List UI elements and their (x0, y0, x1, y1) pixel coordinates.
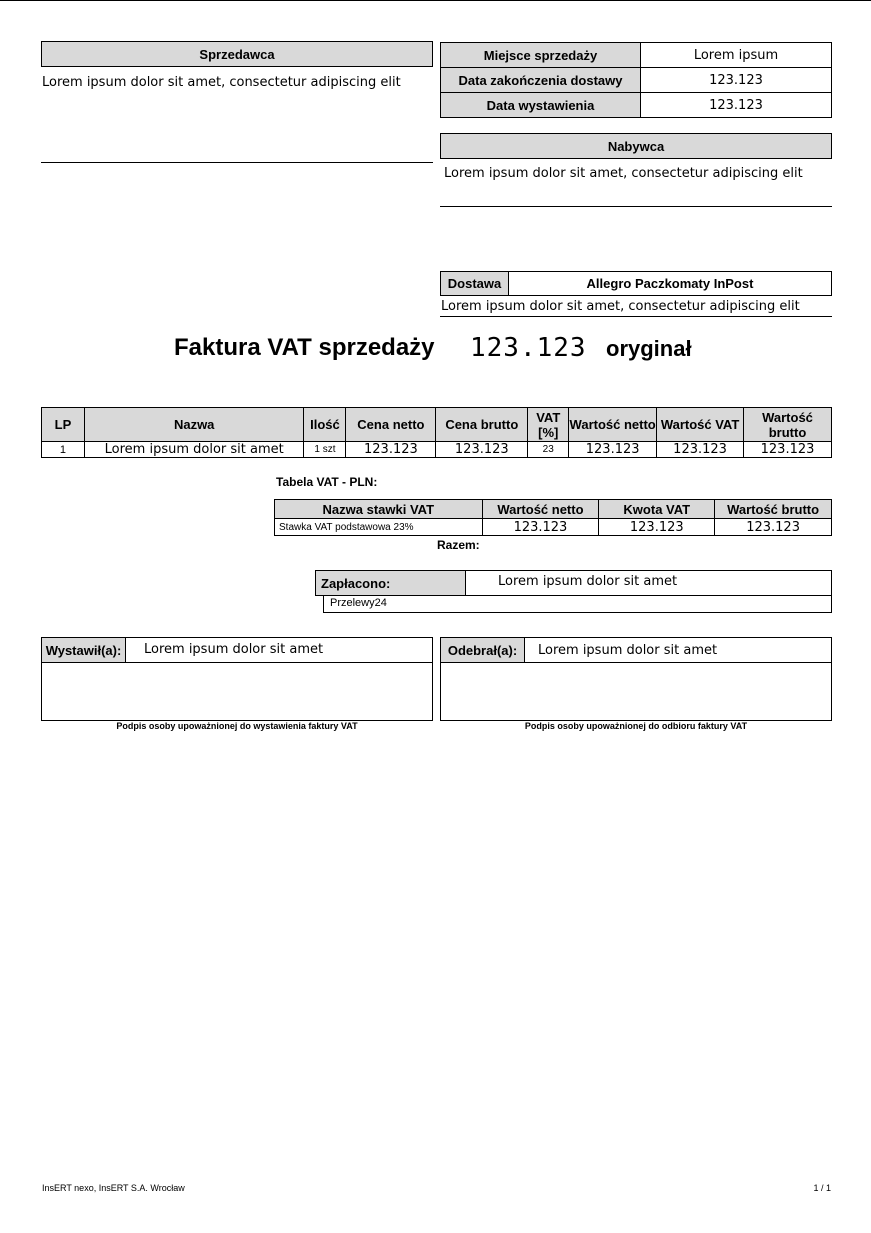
meta-label-issue-date: Data wystawienia (440, 92, 641, 118)
received-divider (440, 662, 832, 663)
page-number: 1 / 1 (813, 1183, 831, 1193)
seller-divider (41, 162, 433, 163)
vat-cell-gross: 123.123 (715, 519, 832, 536)
delivery-text: Lorem ipsum dolor sit amet, consectetur adipiscing elit (441, 299, 800, 314)
payment-value: Lorem ipsum dolor sit amet (498, 574, 678, 589)
issued-value: Lorem ipsum dolor sit amet (144, 642, 324, 657)
col-gross-price: Cena brutto (436, 408, 528, 442)
vat-total-label: Razem: (437, 538, 480, 552)
vat-cell-net: 123.123 (482, 519, 599, 536)
meta-label-delivery-date: Data zakończenia dostawy (440, 67, 641, 93)
cell-lp: 1 (42, 442, 85, 458)
received-label: Odebrał(a): (440, 637, 525, 663)
meta-value-issue-date: 123.123 (640, 92, 832, 118)
received-caption: Podpis osoby upoważnionej do odbioru faktury VAT (524, 721, 748, 731)
vat-col-net: Wartość netto (482, 500, 599, 519)
col-vat-rate: VAT [%] (528, 408, 569, 442)
buyer-divider (440, 206, 832, 207)
col-net-value: Wartość netto (569, 408, 657, 442)
meta-label-place: Miejsce sprzedaży (440, 42, 641, 68)
payment-method: Przelewy24 (323, 595, 832, 613)
cell-gross-value: 123.123 (744, 442, 832, 458)
cell-vat-rate: 23 (528, 442, 569, 458)
cell-net-value: 123.123 (569, 442, 657, 458)
items-table (41, 407, 832, 458)
seller-header: Sprzedawca (41, 41, 433, 67)
invoice-copy-type: oryginał (606, 336, 692, 361)
vat-table (274, 499, 832, 536)
vat-col-gross: Wartość brutto (715, 500, 832, 519)
meta-value-place: Lorem ipsum (640, 42, 832, 68)
cell-qty: 1 szt (304, 442, 346, 458)
delivery-divider (440, 316, 832, 317)
received-value: Lorem ipsum dolor sit amet (538, 643, 718, 658)
footer-left: InsERT nexo, InsERT S.A. Wrocław (42, 1183, 185, 1193)
seller-text: Lorem ipsum dolor sit amet, consectetur adipiscing elit (42, 75, 401, 90)
invoice-title: Faktura VAT sprzedaży (174, 334, 435, 361)
delivery-label: Dostawa (440, 271, 509, 296)
col-name: Nazwa (84, 408, 304, 442)
cell-name: Lorem ipsum dolor sit amet (84, 442, 304, 458)
top-border (0, 0, 871, 1)
issued-caption: Podpis osoby upoważnionej do wystawienia faktury VAT (116, 721, 358, 731)
cell-vat-value: 123.123 (657, 442, 744, 458)
table-row (42, 442, 832, 458)
payment-label: Zapłacono: (315, 570, 466, 596)
col-vat-value: Wartość VAT (657, 408, 744, 442)
issued-divider (41, 662, 433, 663)
vat-col-rate-name: Nazwa stawki VAT (275, 500, 483, 519)
col-gross-value: Wartość brutto (744, 408, 832, 442)
vat-cell-amount: 123.123 (599, 519, 715, 536)
table-row (275, 519, 832, 536)
cell-gross-price: 123.123 (436, 442, 528, 458)
buyer-header: Nabywca (440, 133, 832, 159)
meta-value-delivery-date: 123.123 (640, 67, 832, 93)
col-lp: LP (42, 408, 85, 442)
vat-col-amount: Kwota VAT (599, 500, 715, 519)
col-qty: Ilość (304, 408, 346, 442)
invoice-number: 123.123 (470, 333, 587, 363)
vat-cell-rate-name: Stawka VAT podstawowa 23% (275, 519, 483, 536)
buyer-text: Lorem ipsum dolor sit amet, consectetur adipiscing elit (444, 166, 803, 181)
cell-net-price: 123.123 (346, 442, 436, 458)
delivery-value: Allegro Paczkomaty InPost (508, 271, 832, 296)
issued-label: Wystawił(a): (41, 637, 126, 663)
col-net-price: Cena netto (346, 408, 436, 442)
vat-table-title: Tabela VAT - PLN: (276, 475, 378, 489)
